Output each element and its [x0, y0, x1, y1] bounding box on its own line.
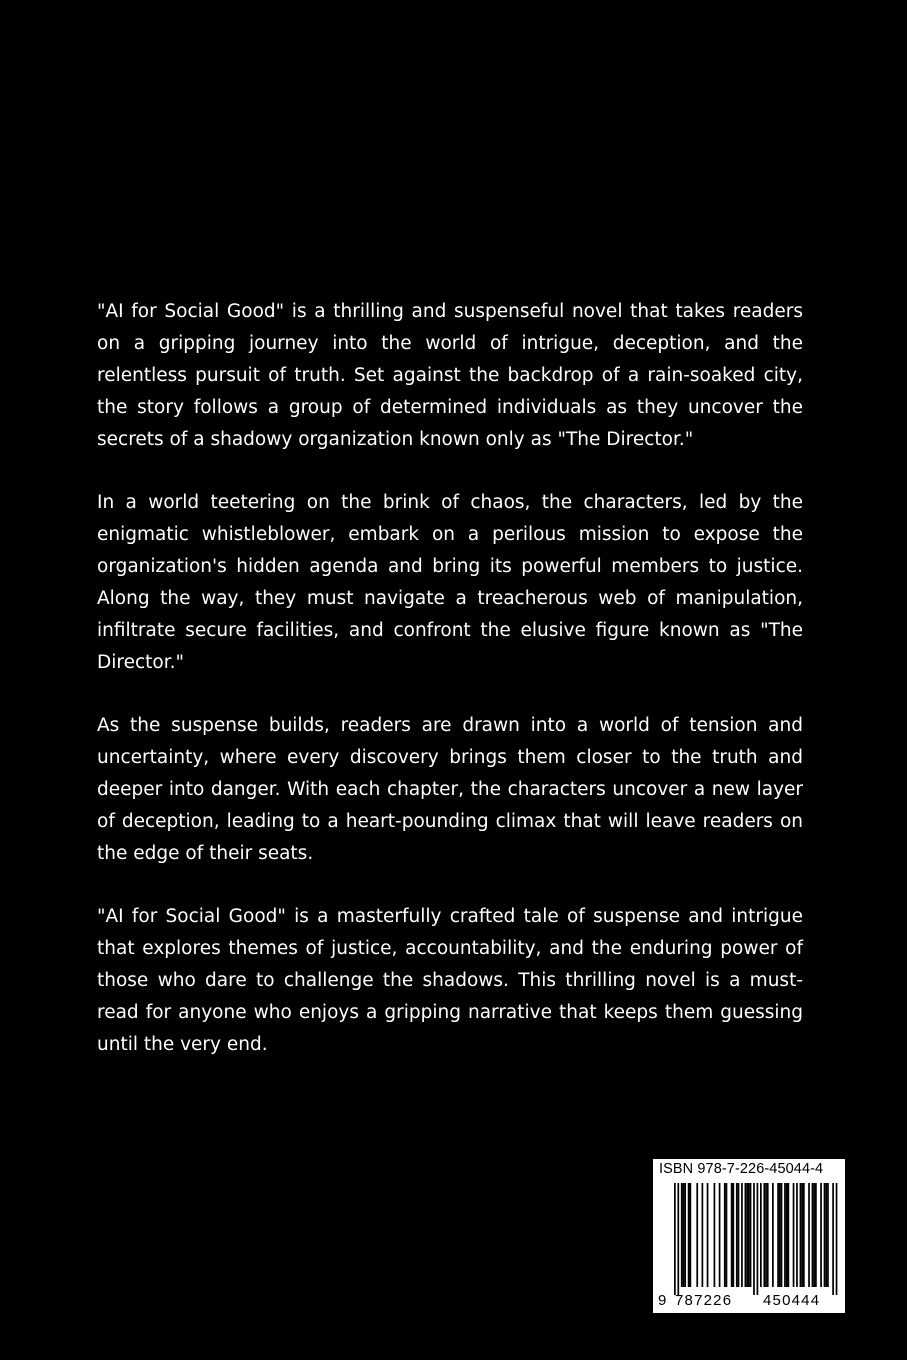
barcode-bar [825, 1183, 827, 1287]
barcode-bar [683, 1183, 685, 1287]
barcode-bar [786, 1183, 788, 1287]
barcode-bar [714, 1183, 716, 1287]
barcode-bar [732, 1183, 734, 1287]
barcode-bar [689, 1183, 691, 1287]
barcode-bar [803, 1183, 805, 1287]
barcode-bar [726, 1183, 728, 1287]
barcode-bar [750, 1183, 752, 1287]
barcode-bar [760, 1183, 762, 1287]
barcode-bar [784, 1183, 786, 1287]
barcode-bar [800, 1183, 802, 1287]
barcode-bar [684, 1183, 686, 1287]
barcode-bar [677, 1183, 679, 1295]
barcode-digits-right: 450444 [763, 1292, 821, 1309]
barcode-bar [827, 1183, 829, 1287]
barcode-digits-left: 787226 [675, 1292, 733, 1309]
barcode-bar [796, 1183, 798, 1287]
barcode-bar [813, 1183, 815, 1287]
barcode-bar [832, 1183, 834, 1295]
barcode-bar [777, 1183, 779, 1287]
barcode-bar [815, 1183, 817, 1287]
barcode-bar [741, 1183, 743, 1287]
barcode-bar [748, 1183, 750, 1287]
barcode-bar [745, 1183, 747, 1287]
barcode-bar [736, 1183, 738, 1287]
barcode-bar [836, 1183, 838, 1295]
barcode-bar [801, 1183, 803, 1287]
blurb-text [97, 296, 803, 1092]
barcode-bar [757, 1183, 759, 1295]
barcode-bar [707, 1183, 709, 1287]
barcode-bar [812, 1183, 814, 1287]
isbn-barcode [653, 1159, 845, 1313]
barcode-bar [719, 1183, 721, 1287]
isbn-label: ISBN 978-7-226-45044-4 [659, 1161, 824, 1177]
barcode-bar [788, 1183, 790, 1287]
blurb-paragraph-4: "AI for Social Good" is a masterfully crafted tale of suspense and intrigue that explores themes of justice, accountability, and the enduring power of those who dare to challenge the shadows. This thrilling novel is a must-read for anyone who enjoys a gripping narrative that keeps them guessing until the very end. [97, 906, 803, 1055]
barcode-bar [731, 1183, 733, 1287]
barcode-bar [746, 1183, 748, 1287]
barcode-bar [808, 1183, 810, 1287]
barcode-bar [696, 1183, 698, 1287]
blurb-paragraph-2: In a world teetering on the brink of chaos, the characters, led by the enigmatic whistleblower, embark on a perilous mission to expose the organization's hidden agenda and bring its powerful members to justice. Along the way, they must navigate a treacherous web of manipulation, infiltrate secure facilities, and confront the elusive figure known as "The Director." [97, 492, 803, 673]
barcode-bar [724, 1183, 726, 1287]
barcode-bar [674, 1183, 676, 1295]
barcode-bar [779, 1183, 781, 1287]
barcode-bar [767, 1183, 769, 1287]
barcode-bar [765, 1183, 767, 1287]
barcode-bar [763, 1183, 765, 1287]
barcode-bar [824, 1183, 826, 1287]
blurb-paragraph-3: As the suspense builds, readers are drawn into a world of tension and uncertainty, where every discovery brings them closer to the truth and deeper into danger. With each chapter, the characters uncover a new layer of deception, leading to a heart-pounding climax that will leave readers on the edge of their seats. [97, 715, 803, 864]
barcode-bar [781, 1183, 783, 1287]
blurb-paragraph-1: "AI for Social Good" is a thrilling and suspenseful novel that takes readers on a gripping journey into the world of intrigue, deception, and the relentless pursuit of truth. Set against the backdrop of a rain-soaked city, the story follows a group of determined individuals as they uncover the secrets of a shadowy organization known only as "The Director." [97, 301, 803, 450]
barcode-bar [702, 1183, 704, 1287]
barcode-bar [753, 1183, 755, 1295]
barcode-bars [653, 1181, 845, 1295]
barcode-bar [772, 1183, 774, 1287]
barcode-digit-first: 9 [658, 1292, 667, 1309]
barcode-digits [653, 1292, 845, 1312]
barcode-bar [681, 1183, 683, 1287]
barcode-bar [688, 1183, 690, 1287]
barcode-bar [738, 1183, 740, 1287]
barcode-bar [793, 1183, 795, 1287]
barcode-bar [820, 1183, 822, 1287]
